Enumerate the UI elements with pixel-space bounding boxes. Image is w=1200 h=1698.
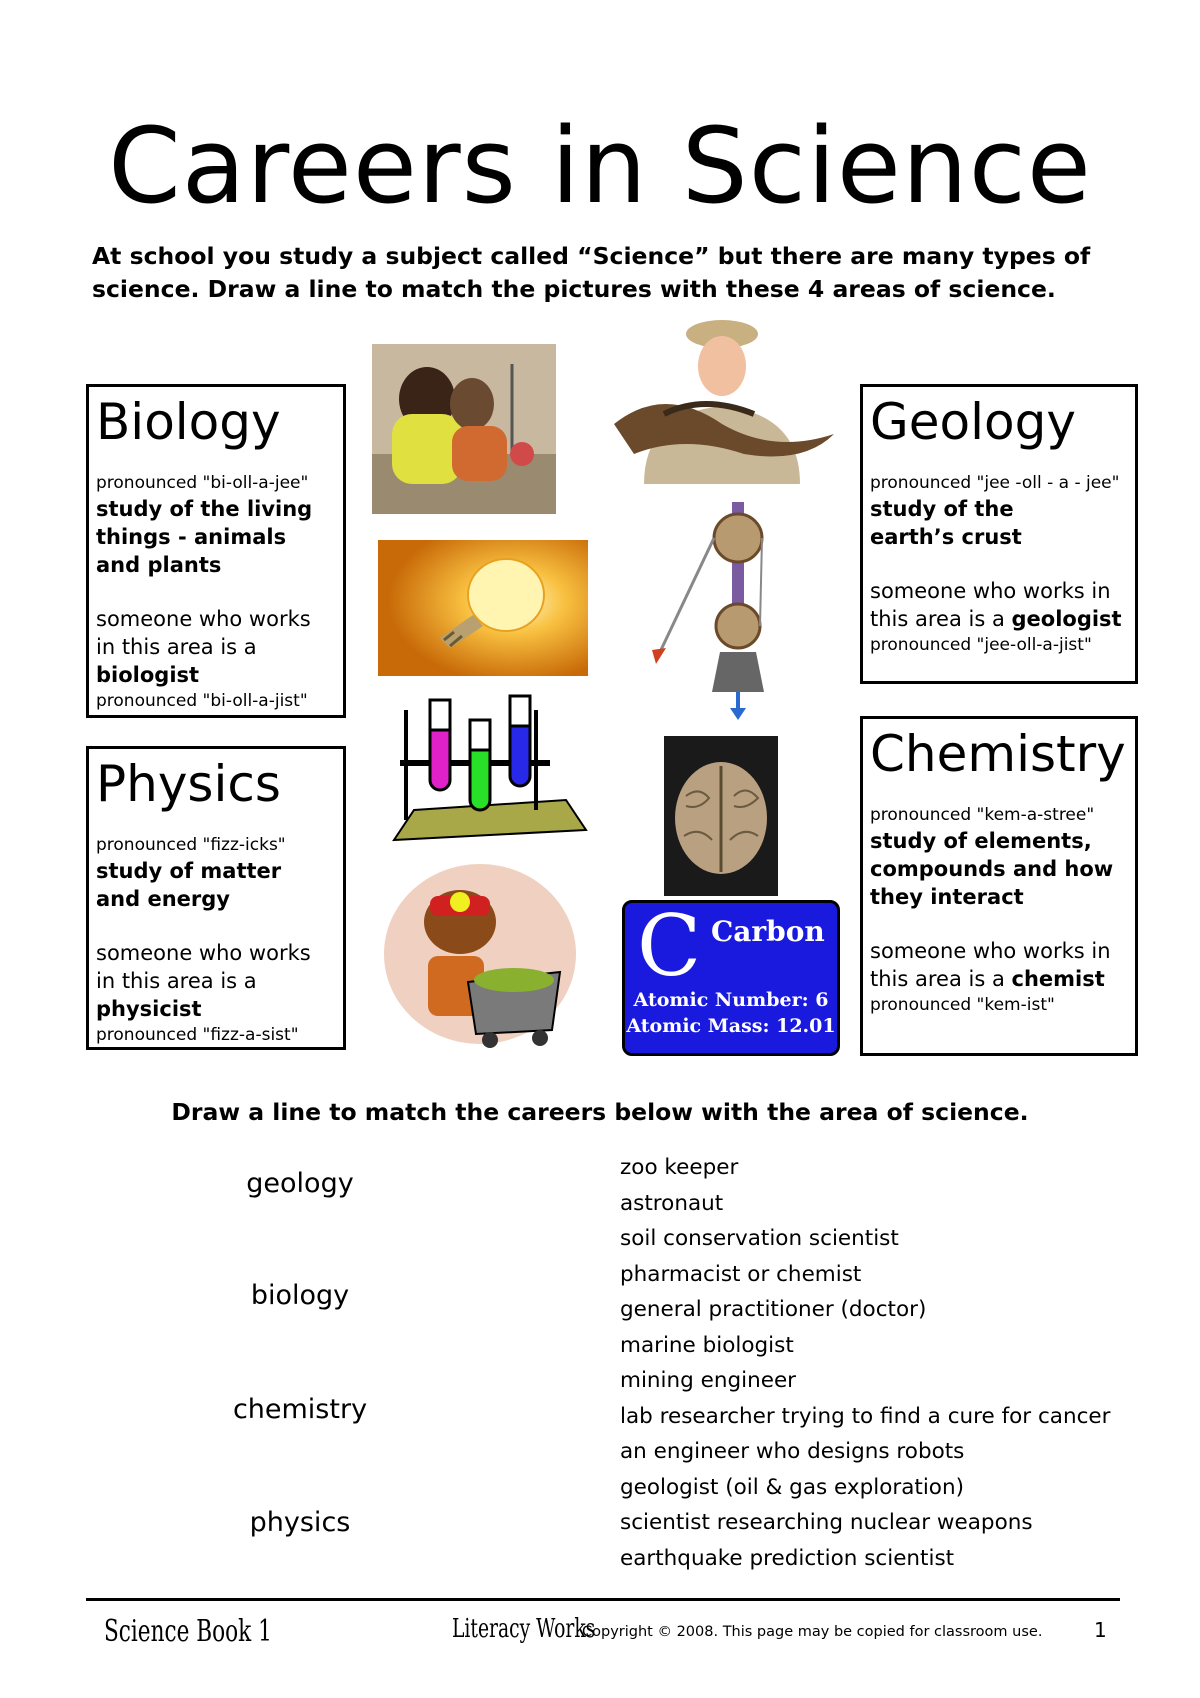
carbon-element-card	[622, 897, 840, 1056]
career-item: scientist researching nuclear weapons	[620, 1510, 1033, 1535]
geology-works	[870, 577, 1128, 633]
chemistry-career-pron: pronounced "kem-ist"	[870, 995, 1055, 1015]
area-geology: geology	[246, 1168, 354, 1199]
page-title: Careers in Science	[108, 105, 1092, 227]
chemistry-box	[860, 716, 1138, 1056]
biology-works-prefix: someone who works in this area is a	[96, 607, 311, 659]
carbon-atomic-number: Atomic Number: 6	[633, 989, 829, 1011]
career-item: geologist (oil & gas exploration)	[620, 1474, 964, 1500]
physics-pronounced: pronounced "fizz-icks"	[96, 835, 286, 855]
physics-works	[96, 939, 336, 1023]
intro-instruction: At school you study a subject called “Science” but there are many types of science. Draw a line to match the pictures with these 4 areas of science.	[92, 242, 1091, 303]
career-item: general practitioner (doctor)	[620, 1297, 927, 1322]
footer-brand: Literacy Works	[452, 1614, 596, 1644]
career-item: pharmacist or chemist	[620, 1261, 862, 1287]
chemistry-study: study of elements, compounds and how they interact	[870, 829, 1114, 909]
carbon-symbol: C	[637, 897, 702, 995]
carbon-atomic-mass: Atomic Mass: 12.01	[626, 1015, 836, 1037]
chemistry-works	[870, 937, 1128, 993]
geology-box	[860, 384, 1138, 684]
biology-works	[96, 605, 336, 689]
pulley-diagram	[640, 502, 790, 724]
physics-box	[86, 746, 346, 1050]
career-item: astronaut	[620, 1190, 724, 1216]
geology-heading: Geology	[870, 393, 1076, 451]
biology-career: biologist	[96, 663, 200, 687]
biology-career-pron: pronounced "bi-oll-a-jist"	[96, 691, 308, 711]
biology-pronounced: pronounced "bi-oll-a-jee"	[96, 473, 309, 493]
chemistry-career: chemist	[1011, 967, 1105, 991]
area-physics: physics	[249, 1507, 351, 1538]
area-biology: biology	[250, 1280, 350, 1311]
footer-divider	[86, 1598, 1120, 1601]
career-item: mining engineer	[620, 1368, 797, 1393]
career-item: an engineer who designs robots	[620, 1439, 965, 1464]
geology-career: geologist	[1011, 607, 1122, 631]
match-instruction: Draw a line to match the careers below with the area of science.	[171, 1098, 1029, 1126]
footer-copyright: Copyright © 2008. This page may be copied for classroom use.	[582, 1624, 1043, 1640]
chemistry-works-prefix: someone who works in this area is a	[870, 939, 1111, 991]
carbon-name: Carbon	[711, 915, 825, 948]
zookeeper-snake-photo	[604, 314, 840, 484]
careers-list	[620, 1150, 1110, 1576]
career-item: marine biologist	[620, 1332, 794, 1358]
geology-pronounced: pronounced "jee -oll - a - jee"	[870, 473, 1120, 493]
career-item: earthquake prediction scientist	[620, 1545, 955, 1571]
geology-career-pron: pronounced "jee-oll-a-jist"	[870, 635, 1092, 655]
chemistry-pronounced: pronounced "kem-a-stree"	[870, 805, 1095, 825]
students-lab-photo	[372, 344, 556, 514]
physics-study: study of matter and energy	[96, 859, 282, 911]
geology-works-prefix: someone who works in this area is a	[870, 579, 1111, 631]
brain-photo	[664, 736, 778, 896]
biology-heading: Biology	[96, 393, 281, 451]
light-bulb-photo	[378, 540, 588, 676]
career-item: zoo keeper	[620, 1155, 739, 1180]
biology-study: study of the living things - animals and plants	[96, 497, 313, 577]
career-item: lab researcher trying to find a cure for cancer	[620, 1403, 1111, 1429]
page-number: 1	[1094, 1618, 1107, 1642]
physics-career-pron: pronounced "fizz-a-sist"	[96, 1025, 299, 1045]
biology-box	[86, 384, 346, 718]
miner-cartoon	[380, 862, 580, 1054]
chemistry-heading: Chemistry	[870, 725, 1126, 783]
physics-works-prefix: someone who works in this area is a	[96, 941, 311, 993]
career-item: soil conservation scientist	[620, 1226, 899, 1251]
footer-book-title: Science Book 1	[104, 1614, 272, 1649]
physics-heading: Physics	[96, 755, 281, 813]
geology-study: study of the earth’s crust	[870, 497, 1022, 549]
area-chemistry: chemistry	[232, 1394, 368, 1425]
test-tubes-clipart	[390, 690, 590, 850]
physics-career: physicist	[96, 997, 202, 1021]
